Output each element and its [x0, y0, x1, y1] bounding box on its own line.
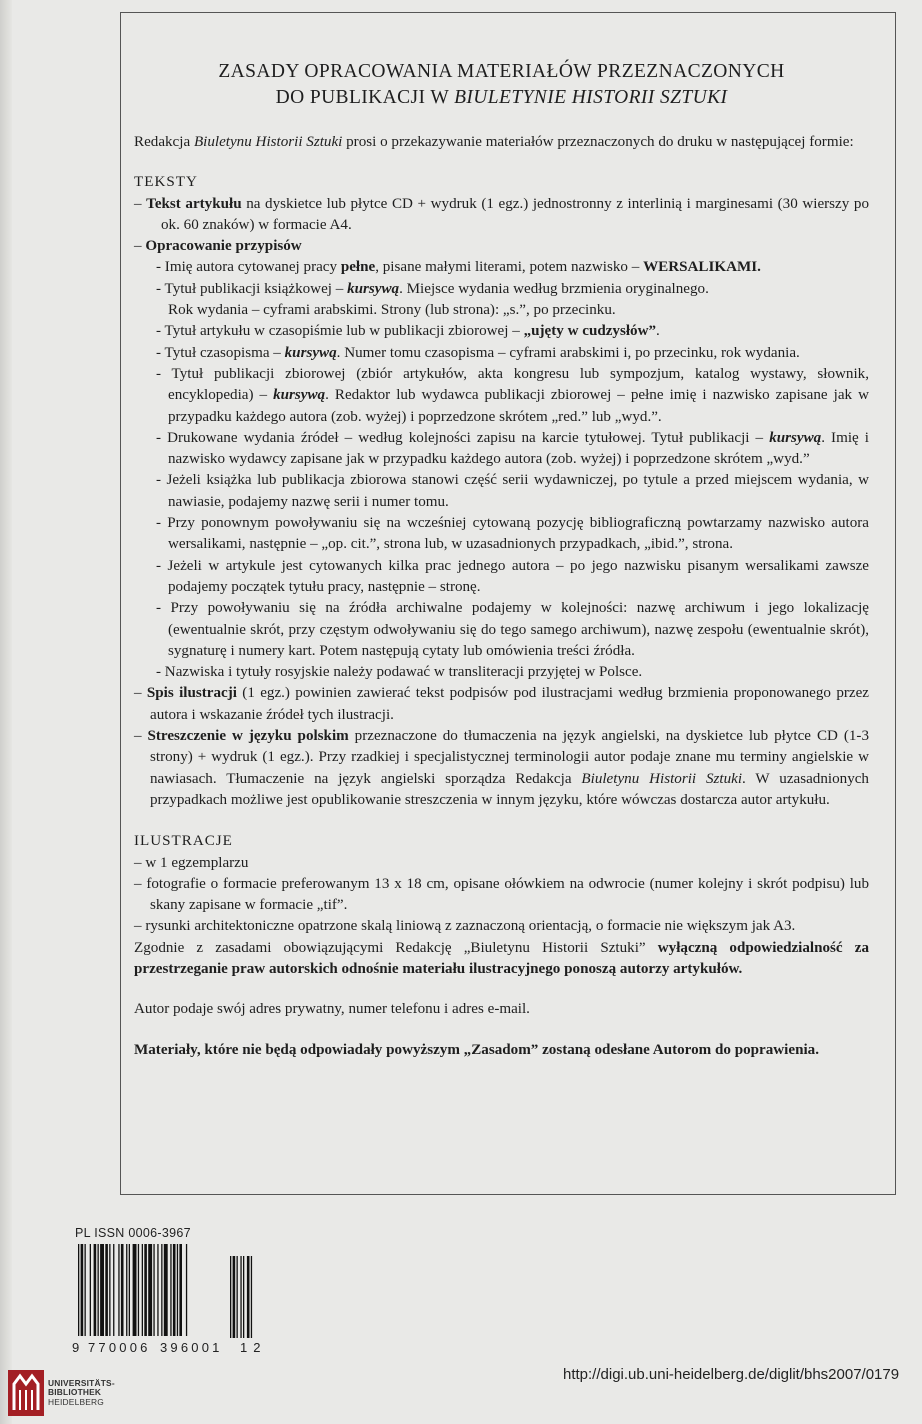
barcode-bar — [113, 1244, 114, 1336]
rule-bold-italic: kursywą — [273, 387, 326, 404]
barcode-bar — [179, 1244, 182, 1336]
logo-line1: UNIVERSITÄTS- — [48, 1377, 115, 1388]
rule-bold: pełne — [340, 259, 376, 276]
rule-bold: WERSALIKAMI. — [643, 259, 761, 276]
item-bold: Tekst artykułu — [146, 195, 242, 212]
footnote-rule-journal-title — [134, 343, 869, 364]
barcode-digits-addon: 12 — [240, 1340, 267, 1355]
ilustracje-item-photos: – fotografie o formacie preferowanym 13 x 18 cm, opisane ołówkiem na odwrocie (numer kolejny i skrót podpisu) lub skany zapisane w formacie „tif”. — [134, 875, 869, 914]
logo-line2: BIBLIOTHEK — [48, 1387, 102, 1398]
footnote-rule-collective — [134, 364, 869, 428]
rule-bold: „ujęty w cudzysłów” — [523, 323, 657, 340]
barcode-bar — [121, 1244, 124, 1336]
rule-text: . — [656, 323, 660, 340]
title-line2-prefix: DO PUBLIKACJI W — [275, 87, 455, 108]
logo-line3: HEIDELBERG — [48, 1396, 104, 1407]
barcode-bar — [177, 1244, 178, 1336]
barcode-bar — [157, 1244, 158, 1336]
intro-text-a: Redakcja — [134, 134, 194, 150]
item-bold: Spis ilustracji — [146, 685, 237, 702]
note-bold: wyłączną odpowiedzialność za przestrzeganie praw autorskich odnośnie materiału ilustracyjnego ponoszą autorzy artykułów. — [134, 939, 870, 977]
rule-text: - Tytuł czasopisma – — [156, 344, 285, 361]
barcode-bar — [144, 1244, 147, 1336]
barcode-bar — [109, 1244, 110, 1336]
footnote-rule-russian: - Nazwiska i tytuły rosyjskie należy podawać w transliteracji przyjętej w Polsce. — [156, 664, 643, 681]
rule-bold-italic: kursywą — [769, 429, 822, 446]
address-note: Autor podaje swój adres prywatny, numer telefonu i adres e-mail. — [134, 1001, 530, 1018]
section-heading-teksty: TEKSTY — [134, 174, 198, 191]
barcode-bar — [94, 1244, 97, 1336]
barcode-bar — [118, 1244, 119, 1336]
ilustracje-item-copies: – w 1 egzemplarzu — [134, 854, 249, 871]
rule-text: . Redaktor lub wydawca publikacji zbiorowej – pełne imię i nazwisko zapisane jak w przypadku każdego autora (zob. wyżej) i poprzedzone skrótem „red.” lub „wyd.”. — [168, 387, 869, 425]
source-url[interactable]: http://digi.ub.uni-heidelberg.de/diglit/bhs2007/0179 — [563, 1366, 900, 1383]
rule-text: , pisane małymi literami, potem nazwisko – — [375, 259, 644, 276]
teksty-item-summary — [134, 726, 869, 811]
barcode-addon-bar — [237, 1256, 238, 1338]
rule-bold-italic: kursywą — [284, 344, 337, 361]
barcode-bar — [186, 1244, 187, 1336]
barcode — [70, 1244, 270, 1344]
barcode-bar — [161, 1244, 162, 1336]
page-title — [134, 59, 869, 111]
final-note — [134, 1040, 869, 1061]
final-bold: Materiały, które nie będą odpowiadały powyższym „Zasadom” zostaną odesłane Autorom do poprawienia. — [134, 1041, 819, 1058]
ilustracje-item-drawings: – rysunki architektoniczne opatrzone skalą liniową z zaznaczoną orientacją, o formacie nie większym jak A3. — [134, 918, 796, 935]
barcode-bar — [85, 1244, 86, 1336]
barcode-bar — [105, 1244, 108, 1336]
barcode-bar — [129, 1244, 130, 1336]
barcode-addon-bar — [251, 1256, 252, 1338]
library-logo-icon — [8, 1370, 44, 1416]
footnote-rule-book-title-cont: Rok wydania – cyframi arabskimi. Strony (lub strona): „s.”, po przecinku. — [168, 302, 616, 319]
barcode-bar — [164, 1244, 168, 1336]
rules-frame — [120, 12, 896, 1195]
intro-text-c: prosi o przekazywanie materiałów przeznaczonych do druku w następującej formie: — [342, 134, 854, 150]
footnote-rule-series: - Jeżeli książka lub publikacja zbiorowa stanowi część serii wydawniczej, po tytule a przed miejscem wydania, w nawiasie, podajemy nazwę serii i numer tomu. — [156, 472, 869, 510]
footnote-rule-book-title — [134, 279, 869, 300]
rule-bold-italic: kursywą — [347, 280, 400, 297]
barcode-bar — [133, 1244, 137, 1336]
item-text: na dyskietce lub płytce CD + wydruk (1 egz.) jednostronny z interlinią i marginesami (30 wierszy po ok. 60 znaków) w formacie A4. — [161, 195, 869, 233]
note-text: Zgodnie z zasadami obowiązującymi Redakcję „Biuletynu Historii Sztuki” — [134, 939, 658, 956]
barcode-bar — [126, 1244, 127, 1336]
copyright-note — [134, 938, 869, 981]
footnote-rule-author — [134, 257, 869, 278]
barcode-digits-main: 770006 — [88, 1340, 151, 1355]
teksty-item-article — [134, 194, 869, 237]
page-edge — [0, 0, 12, 1424]
intro-journal-name: Biuletynu Historii Sztuki — [193, 134, 343, 150]
item-bold: Streszczenie w języku polskim — [147, 728, 349, 745]
rule-text: . Imię i nazwisko wydawcy zapisane jak w przypadku każdego autora (zob. wyżej) i poprzedzone skrótem „wyd.” — [168, 429, 869, 468]
barcode-bar — [142, 1244, 143, 1336]
barcode-digit-first: 9 — [72, 1340, 80, 1355]
footnote-rule-sources — [134, 428, 869, 471]
item-text: przeznaczone do tłumaczenia na język angielski, na dyskietce lub płytce CD (1-3 strony) + wydruk (1 egz.). Przy rzadkiej i specjalistycznej terminologii autor podaje znane mu terminy angielskie w nawiasach. Tłumaczenie na język angielski sporządza Redakcja — [150, 728, 870, 787]
item-text: (1 egz.) powinien zawierać tekst podpisów pod ilustracjami według brzmienia proponowanego przez autora i wskazanie źródeł tych ilustracji. — [150, 685, 869, 723]
rule-text: . Miejsce wydania według brzmienia oryginalnego. — [399, 280, 709, 297]
intro-paragraph — [134, 132, 869, 153]
barcode-bar — [90, 1244, 91, 1336]
title-line1: ZASADY OPRACOWANIA MATERIAŁÓW PRZEZNACZONYCH — [218, 61, 785, 82]
footnote-rule-article-title — [134, 321, 869, 342]
barcode-addon-bar — [230, 1256, 231, 1338]
footnote-rule-archives: - Przy powoływaniu się na źródła archiwalne podajemy w kolejności: nazwę archiwum i jego lokalizację (ewentualnie skrót, przy częstym odwoływaniu się do tego samego archiwum), nazwę zespołu (ewentualnie skrót), sygnaturę i numery kart. Potem następują cytaty lub omówienia treści źródła. — [156, 600, 869, 659]
barcode-bar — [153, 1244, 154, 1336]
barcode-addon-bar — [247, 1256, 250, 1338]
title-line2-italic: BIULETYNIE HISTORII SZTUKI — [454, 87, 728, 108]
barcode-bar — [148, 1244, 152, 1336]
barcode-bar — [81, 1244, 84, 1336]
library-logo — [8, 1370, 115, 1416]
footnote-rule-op-cit: - Przy ponownym powoływaniu się na wcześniej cytowaną pozycję bibliograficzną powtarzamy nazwisko autora wersalikami, następnie – „op. cit.”, strona lub, w uzasadnionych przypadkach, „ibid.”, strona. — [156, 515, 869, 553]
rule-text: . Numer tomu czasopisma – cyframi arabskimi i, po przecinku, rok wydania. — [336, 344, 800, 361]
dash: – — [134, 238, 146, 255]
barcode-bar — [78, 1244, 79, 1336]
rule-text: - Imię autora cytowanej pracy — [156, 259, 341, 276]
footnote-rule-multiple-works: - Jeżeli w artykule jest cytowanych kilka prac jednego autora – po jego nazwisku pisanym wersalikami zawsze podajemy początek tytułu pracy, następnie – stronę. — [156, 557, 869, 595]
rule-text: - Tytuł publikacji zbiorowej (zbiór artykułów, akta kongresu lub sympozjum, katalog wystawy, słownik, encyklopedia) – — [156, 365, 869, 404]
teksty-item-footnotes — [134, 236, 869, 257]
barcode-digits-second: 396001 — [160, 1340, 223, 1355]
item-bold: Opracowanie przypisów — [145, 238, 302, 255]
section-heading-ilustracje: ILUSTRACJE — [134, 833, 233, 850]
dash: – — [134, 685, 147, 702]
item-text: . W uzasadnionych przypadkach możliwe jest opublikowanie streszczenia w innym języku, które wówczas dostarcza autor artykułu. — [150, 770, 869, 808]
barcode-addon-bar — [243, 1256, 244, 1338]
barcode-bar — [100, 1244, 104, 1336]
barcode-addon-bar — [240, 1256, 241, 1338]
dash: – — [134, 728, 148, 745]
barcode-bar — [173, 1244, 176, 1336]
dash: – — [134, 195, 147, 212]
barcode-bar — [138, 1244, 139, 1336]
barcode-addon-bar — [233, 1256, 236, 1338]
issn-label: PL ISSN 0006-3967 — [75, 1226, 191, 1240]
item-italic: Biuletynu Historii Sztuki — [581, 770, 743, 787]
rule-text: - Drukowane wydania źródeł – według kolejności zapisu na karcie tytułowej. Tytuł publikacji – — [156, 429, 770, 446]
rule-text: - Tytuł publikacji książkowej – — [156, 280, 348, 297]
barcode-bar — [170, 1244, 171, 1336]
barcode-bar — [98, 1244, 99, 1336]
teksty-item-illustrations-list — [134, 683, 869, 726]
rule-text: - Tytuł artykułu w czasopiśmie lub w publikacji zbiorowej – — [156, 323, 524, 340]
